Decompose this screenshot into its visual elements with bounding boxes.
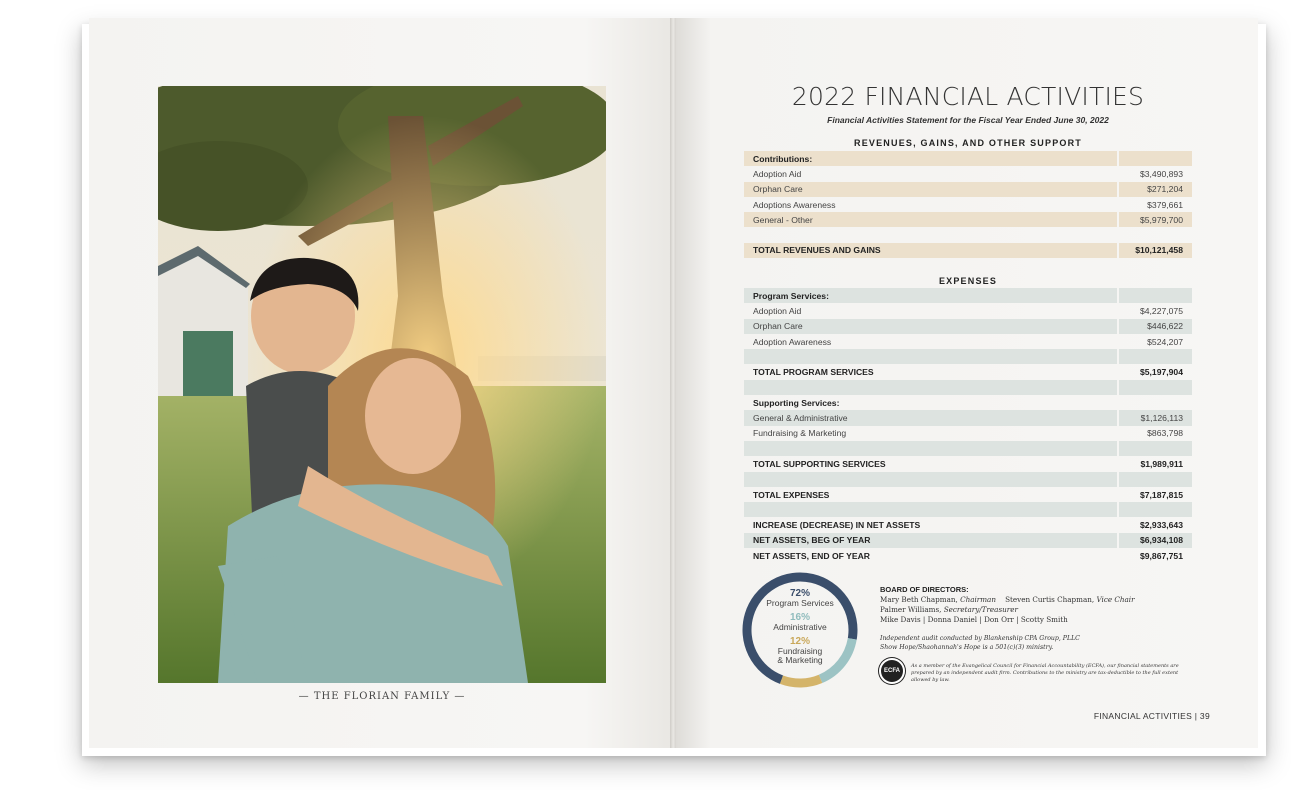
board-name-secretary: Palmer Williams,	[880, 605, 944, 614]
table-row	[744, 410, 1192, 425]
table-row	[744, 288, 1192, 303]
row-label: Adoption Aid	[753, 168, 802, 179]
donut-labels	[739, 588, 861, 665]
table-row	[744, 487, 1192, 502]
row-label: Orphan Care	[753, 321, 803, 332]
row-value	[1117, 349, 1192, 364]
expenses-heading: EXPENSES	[938, 276, 998, 286]
table-row	[744, 533, 1192, 548]
row-value	[1117, 227, 1192, 242]
table-row	[744, 303, 1192, 318]
table-row	[744, 441, 1192, 456]
table-row	[744, 548, 1192, 563]
row-value: $5,979,700	[1117, 212, 1192, 227]
row-value	[1117, 502, 1192, 517]
board-line-3: Mike Davis | Donna Daniel | Don Orr | Scotty Smith	[880, 615, 1068, 624]
row-value	[1117, 288, 1192, 303]
row-label: INCREASE (DECREASE) IN NET ASSETS	[753, 520, 921, 531]
page-subtitle: Financial Activities Statement for the Fiscal Year Ended June 30, 2022	[827, 115, 1109, 125]
row-value: $446,622	[1117, 319, 1192, 334]
donut-label-program: Program Services	[766, 598, 834, 608]
page-title: 2022 FINANCIAL ACTIVITIES	[791, 82, 1145, 111]
page-footer: FINANCIAL ACTIVITIES | 39	[1093, 711, 1210, 721]
row-label: TOTAL PROGRAM SERVICES	[753, 367, 874, 378]
table-row	[744, 212, 1192, 227]
row-label: Supporting Services:	[753, 397, 840, 408]
board-role-vice-chair: Vice Chair	[1096, 595, 1135, 604]
row-value: $863,798	[1117, 426, 1192, 441]
row-value	[1117, 380, 1192, 395]
board-of-directors	[880, 585, 1200, 625]
table-row	[744, 243, 1192, 258]
row-label	[744, 227, 1117, 242]
row-label	[744, 380, 1117, 395]
table-row	[744, 166, 1192, 181]
row-value	[1117, 472, 1192, 487]
row-value: $1,126,113	[1117, 410, 1192, 425]
table-row	[744, 182, 1192, 197]
row-value	[1117, 441, 1192, 456]
row-label: NET ASSETS, END OF YEAR	[753, 550, 870, 561]
expenses-table	[744, 288, 1192, 563]
row-label: Adoptions Awareness	[753, 199, 836, 210]
row-label: Orphan Care	[753, 184, 803, 195]
table-row	[744, 472, 1192, 487]
row-label: Program Services:	[753, 290, 829, 301]
family-photo	[158, 86, 606, 683]
donut-pct-admin: 16%	[789, 612, 810, 623]
donut-pct-fundraising: 12%	[789, 636, 810, 647]
donut-slice	[782, 679, 821, 683]
row-value	[1117, 395, 1192, 410]
row-label: TOTAL REVENUES AND GAINS	[753, 245, 881, 256]
row-value: $524,207	[1117, 334, 1192, 349]
row-label	[744, 472, 1117, 487]
table-row	[744, 349, 1192, 364]
photo-caption: — THE FLORIAN FAMILY —	[298, 691, 466, 702]
row-label	[744, 441, 1117, 456]
row-value: $4,227,075	[1117, 303, 1192, 318]
board-role-chair: Chairman	[960, 595, 996, 604]
row-label	[744, 502, 1117, 517]
table-row	[744, 456, 1192, 471]
table-row	[744, 426, 1192, 441]
table-row	[744, 364, 1192, 379]
row-value: $2,933,643	[1117, 517, 1192, 532]
ecfa-statement: As a member of the Evangelical Council for Financial Accountability (ECFA), our financial statements are prepared by an independent audit firm. Contributions to the ministry are tax-deductible to the full extent allowed by law.	[911, 663, 1179, 683]
board-line-2	[880, 605, 1200, 615]
board-heading: BOARD OF DIRECTORS:	[880, 585, 969, 594]
board-name-chair: Mary Beth Chapman,	[880, 595, 961, 604]
row-value: $3,490,893	[1117, 166, 1192, 181]
revenues-heading: REVENUES, GAINS, AND OTHER SUPPORT	[854, 138, 1082, 148]
row-label: TOTAL SUPPORTING SERVICES	[753, 458, 886, 469]
board-role-secretary: Secretary/Treasurer	[943, 605, 1018, 614]
table-row	[744, 502, 1192, 517]
table-row	[744, 395, 1192, 410]
ecfa-seal-icon: ECFA	[879, 658, 905, 684]
donut-label-admin: Administrative	[773, 622, 827, 632]
audit-note	[880, 635, 1200, 652]
table-row	[744, 151, 1192, 166]
table-row	[744, 227, 1192, 242]
row-label	[744, 349, 1117, 364]
table-row	[744, 319, 1192, 334]
row-label: Contributions:	[753, 153, 813, 164]
row-value: $9,867,751	[1117, 548, 1192, 563]
row-value: $1,989,911	[1117, 456, 1192, 471]
table-row	[744, 380, 1192, 395]
table-row	[744, 517, 1192, 532]
row-label: TOTAL EXPENSES	[753, 489, 830, 500]
family-photo-icon	[158, 86, 606, 683]
row-label: General - Other	[753, 214, 813, 225]
row-value: $6,934,108	[1117, 533, 1192, 548]
table-row	[744, 197, 1192, 212]
donut-label-fundraising-2: & Marketing	[777, 655, 823, 665]
row-label: Adoption Awareness	[753, 336, 832, 347]
row-label: Adoption Aid	[753, 305, 802, 316]
table-row	[744, 334, 1192, 349]
audit-line-2: Show Hope/Shaohannah's Hope is a 501(c)(3) ministry.	[880, 643, 1054, 651]
row-value: $7,187,815	[1117, 487, 1192, 502]
donut-label-fundraising-1: Fundraising	[777, 646, 823, 656]
row-label: Fundraising & Marketing	[753, 428, 847, 439]
row-value	[1117, 151, 1192, 166]
revenues-table	[744, 151, 1192, 258]
row-value: $5,197,904	[1117, 364, 1192, 379]
donut-pct-program: 72%	[789, 588, 810, 599]
row-value: $379,661	[1117, 197, 1192, 212]
row-value: $271,204	[1117, 182, 1192, 197]
board-name-vice-chair: Steven Curtis Chapman,	[1005, 595, 1097, 604]
row-value: $10,121,458	[1117, 243, 1192, 258]
audit-line-1: Independent audit conducted by Blankenship CPA Group, PLLC	[880, 635, 1080, 642]
board-line-1	[880, 595, 1200, 605]
row-label: NET ASSETS, BEG OF YEAR	[753, 535, 871, 546]
row-label: General & Administrative	[753, 413, 848, 424]
